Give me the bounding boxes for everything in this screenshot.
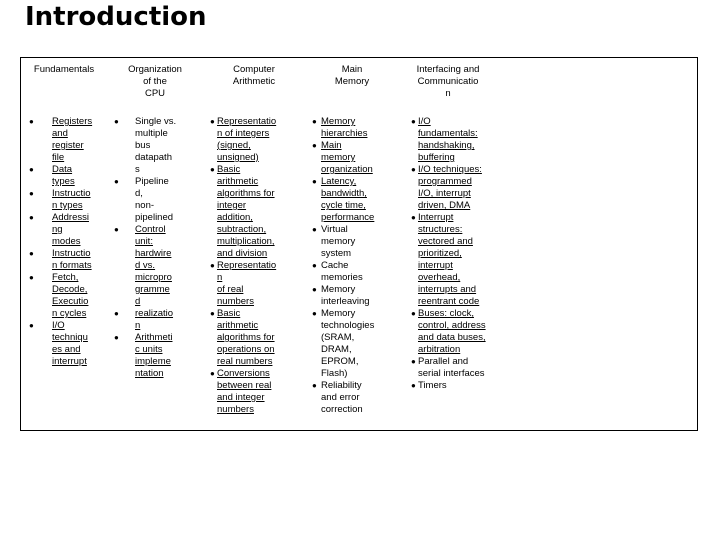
topic-item bbox=[21, 164, 100, 188]
topic-text-line: Pipeline bbox=[135, 176, 169, 187]
column-header-line: Interfacing and bbox=[416, 64, 480, 75]
topic-text-line: prioritized, bbox=[418, 248, 462, 259]
topic-text-line: Cache bbox=[321, 260, 349, 271]
topics-table bbox=[20, 57, 698, 431]
topic-text-line: algorithms for bbox=[217, 332, 275, 343]
column-fundamentals bbox=[21, 58, 107, 430]
topic-item bbox=[305, 176, 395, 224]
topic-text-line: algorithms for bbox=[217, 188, 275, 199]
topic-text-line: Addressi bbox=[52, 212, 89, 223]
topic-text-line: numbers bbox=[217, 296, 254, 307]
topic-item bbox=[305, 140, 395, 176]
bullet-icon: ● bbox=[210, 165, 215, 174]
topic-text-line: I/O bbox=[52, 320, 65, 331]
topic-text-line: cycle time, bbox=[321, 200, 366, 211]
topic-text-line: gramme bbox=[135, 284, 170, 295]
bullet-icon: ● bbox=[29, 273, 34, 282]
bullet-icon: ● bbox=[312, 141, 317, 150]
bullet-icon: ● bbox=[312, 309, 317, 318]
column-header bbox=[203, 64, 305, 88]
topic-text-line: types bbox=[52, 176, 75, 187]
bullet-icon: ● bbox=[411, 165, 416, 174]
column-computer-arithmetic bbox=[203, 58, 305, 430]
topic-text-line: and error bbox=[321, 392, 360, 403]
slide-title: Introduction bbox=[25, 2, 207, 32]
topic-text-line: Representatio bbox=[217, 116, 277, 127]
column-header-line: Main bbox=[341, 64, 363, 75]
column-organization-of-the-cpu bbox=[107, 58, 203, 430]
topic-text-line: Control bbox=[135, 224, 166, 235]
topic-text-line: interrupt bbox=[52, 356, 87, 367]
topic-text-line: modes bbox=[52, 236, 81, 247]
topic-text-line: non- bbox=[135, 200, 155, 211]
bullet-icon: ● bbox=[312, 225, 317, 234]
topic-text-line: memory bbox=[321, 236, 356, 247]
topic-text-line: and bbox=[52, 128, 68, 139]
topic-text-line: pipelined bbox=[135, 212, 174, 223]
topic-text-line: operations on bbox=[217, 344, 275, 355]
topic-text-line: structures: bbox=[418, 224, 463, 235]
topic-text-line: micropro bbox=[135, 272, 172, 283]
bullet-icon: ● bbox=[312, 261, 317, 270]
topic-text-line: ng bbox=[52, 224, 63, 235]
topic-text-line: arbitration bbox=[418, 344, 461, 355]
bullet-icon: ● bbox=[114, 177, 119, 186]
topic-text-line: Instructio bbox=[52, 188, 91, 199]
topic-item bbox=[203, 116, 305, 164]
topic-text-line: Latency, bbox=[321, 176, 357, 187]
topic-text-line: and integer bbox=[217, 392, 265, 403]
topic-text-line: d vs. bbox=[135, 260, 156, 271]
topic-text-line: n bbox=[135, 320, 141, 331]
topic-text-line: integer bbox=[217, 200, 247, 211]
topic-item bbox=[107, 308, 197, 332]
topic-item bbox=[21, 116, 100, 164]
bullet-icon: ● bbox=[29, 213, 34, 222]
topic-item bbox=[305, 308, 395, 380]
topic-text-line: reentrant code bbox=[418, 296, 480, 307]
bullet-icon: ● bbox=[411, 117, 416, 126]
topic-text-line: Virtual bbox=[321, 224, 348, 235]
topic-text-line: Memory bbox=[321, 308, 356, 319]
topic-text-line: (SRAM, bbox=[321, 332, 355, 343]
topic-text-line: numbers bbox=[217, 404, 254, 415]
topic-item bbox=[399, 116, 496, 164]
bullet-icon: ● bbox=[29, 165, 34, 174]
topic-text-line: Conversions bbox=[217, 368, 270, 379]
topic-text-line: arithmetic bbox=[217, 176, 259, 187]
column-header-line: Computer bbox=[233, 64, 275, 75]
topic-text-line: between real bbox=[217, 380, 272, 391]
topic-text-line: Reliability bbox=[321, 380, 362, 391]
topic-text-line: I/O techniques: bbox=[418, 164, 482, 175]
topic-text-line: Memory bbox=[321, 284, 356, 295]
topic-text-line: d, bbox=[135, 188, 143, 199]
topic-text-line: DRAM, bbox=[321, 344, 352, 355]
topic-list bbox=[21, 116, 107, 368]
topic-item bbox=[399, 380, 496, 392]
topic-item bbox=[305, 380, 395, 416]
topic-text-line: Executio bbox=[52, 296, 89, 307]
topic-text-line: interleaving bbox=[321, 296, 370, 307]
column-header-line: Memory bbox=[334, 76, 370, 87]
bullet-icon: ● bbox=[312, 381, 317, 390]
topic-text-line: programmed bbox=[418, 176, 472, 187]
topic-item bbox=[305, 224, 395, 260]
bullet-icon: ● bbox=[312, 177, 317, 186]
topic-text-line: hardwire bbox=[135, 248, 172, 259]
column-header bbox=[305, 64, 399, 88]
column-header-line: Fundamentals bbox=[33, 64, 95, 75]
topic-text-line: Buses: clock, bbox=[418, 308, 474, 319]
topic-text-line: n bbox=[217, 272, 223, 283]
topic-text-line: register bbox=[52, 140, 84, 151]
topic-text-line: n of integers bbox=[217, 128, 270, 139]
topic-text-line: Registers bbox=[52, 116, 93, 127]
topic-text-line: bus bbox=[135, 140, 151, 151]
bullet-icon: ● bbox=[411, 381, 416, 390]
topic-item bbox=[21, 212, 100, 248]
column-header bbox=[399, 64, 497, 100]
topic-text-line: real numbers bbox=[217, 356, 273, 367]
topic-text-line: hierarchies bbox=[321, 128, 368, 139]
topic-text-line: unsigned) bbox=[217, 152, 259, 163]
topic-text-line: interrupts and bbox=[418, 284, 477, 295]
bullet-icon: ● bbox=[312, 285, 317, 294]
topic-text-line: arithmetic bbox=[217, 320, 259, 331]
topic-text-line: subtraction, bbox=[217, 224, 267, 235]
topic-text-line: of real bbox=[217, 284, 244, 295]
topic-item bbox=[399, 212, 496, 308]
topic-text-line: s bbox=[135, 164, 140, 175]
topic-item bbox=[107, 224, 197, 308]
topic-text-line: Timers bbox=[418, 380, 447, 391]
column-header-line: of the bbox=[143, 76, 167, 87]
bullet-icon: ● bbox=[114, 309, 119, 318]
bullet-icon: ● bbox=[29, 249, 34, 258]
topic-text-line: and data buses, bbox=[418, 332, 486, 343]
topic-text-line: Fetch, bbox=[52, 272, 79, 283]
bullet-icon: ● bbox=[114, 117, 119, 126]
topic-item bbox=[107, 332, 197, 380]
topic-text-line: I/O bbox=[418, 116, 431, 127]
topic-item bbox=[21, 188, 100, 212]
topic-text-line: multiplication, bbox=[217, 236, 275, 247]
topic-text-line: fundamentals: bbox=[418, 128, 478, 139]
topic-text-line: memory bbox=[321, 152, 356, 163]
topic-item bbox=[203, 368, 305, 416]
topic-text-line: I/O, interrupt bbox=[418, 188, 471, 199]
topic-text-line: techniqu bbox=[52, 332, 88, 343]
topic-item bbox=[305, 284, 395, 308]
topic-text-line: serial interfaces bbox=[418, 368, 485, 379]
topic-item bbox=[399, 164, 496, 212]
column-header-line: Arithmetic bbox=[232, 76, 276, 87]
column-header-line: n bbox=[445, 88, 451, 99]
topic-text-line: vectored and bbox=[418, 236, 473, 247]
topic-text-line: n formats bbox=[52, 260, 92, 271]
topic-text-line: datapath bbox=[135, 152, 172, 163]
topic-item bbox=[21, 272, 100, 320]
topic-text-line: Representatio bbox=[217, 260, 277, 271]
topic-item bbox=[399, 308, 496, 356]
topic-text-line: multiple bbox=[135, 128, 168, 139]
bullet-icon: ● bbox=[29, 117, 34, 126]
column-header-line: Organization bbox=[128, 64, 182, 75]
topic-item bbox=[203, 164, 305, 260]
topic-text-line: driven, DMA bbox=[418, 200, 471, 211]
topic-text-line: handshaking, bbox=[418, 140, 475, 151]
column-header-line: CPU bbox=[144, 88, 166, 99]
topic-text-line: Basic bbox=[217, 164, 241, 175]
topic-text-line: overhead, bbox=[418, 272, 461, 283]
topic-text-line: memories bbox=[321, 272, 363, 283]
topic-text-line: es and bbox=[52, 344, 81, 355]
topic-item bbox=[21, 320, 100, 368]
topic-text-line: and division bbox=[217, 248, 268, 259]
topic-text-line: file bbox=[52, 152, 65, 163]
topic-text-line: unit: bbox=[135, 236, 153, 247]
topic-text-line: Parallel and bbox=[418, 356, 469, 367]
column-main-memory bbox=[305, 58, 399, 430]
topic-item bbox=[21, 248, 100, 272]
bullet-icon: ● bbox=[210, 369, 215, 378]
topic-item bbox=[305, 260, 395, 284]
topic-list bbox=[203, 116, 305, 416]
topic-item bbox=[107, 116, 197, 176]
topic-item bbox=[399, 356, 496, 380]
topic-text-line: Interrupt bbox=[418, 212, 454, 223]
column-interfacing-and-communication bbox=[399, 58, 497, 430]
topic-text-line: ntation bbox=[135, 368, 164, 379]
topic-text-line: correction bbox=[321, 404, 363, 415]
topic-text-line: Instructio bbox=[52, 248, 91, 259]
bullet-icon: ● bbox=[210, 261, 215, 270]
topic-list bbox=[399, 116, 497, 392]
topic-list bbox=[305, 116, 399, 416]
bullet-icon: ● bbox=[114, 333, 119, 342]
topic-text-line: Memory bbox=[321, 116, 356, 127]
topic-item bbox=[203, 308, 305, 368]
bullet-icon: ● bbox=[411, 309, 416, 318]
topic-text-line: Decode, bbox=[52, 284, 88, 295]
column-header bbox=[21, 64, 107, 76]
topic-text-line: Single vs. bbox=[135, 116, 177, 127]
bullet-icon: ● bbox=[210, 117, 215, 126]
topic-text-line: interrupt bbox=[418, 260, 453, 271]
bullet-icon: ● bbox=[29, 189, 34, 198]
topic-text-line: performance bbox=[321, 212, 375, 223]
topic-text-line: Flash) bbox=[321, 368, 348, 379]
topic-text-line: Arithmeti bbox=[135, 332, 173, 343]
topic-text-line: organization bbox=[321, 164, 373, 175]
bullet-icon: ● bbox=[411, 213, 416, 222]
topic-text-line: n types bbox=[52, 200, 83, 211]
topic-text-line: Main bbox=[321, 140, 342, 151]
topic-text-line: Data bbox=[52, 164, 73, 175]
topic-text-line: control, address bbox=[418, 320, 486, 331]
bullet-icon: ● bbox=[114, 225, 119, 234]
topic-item bbox=[203, 260, 305, 308]
topic-text-line: realizatio bbox=[135, 308, 174, 319]
topic-item bbox=[107, 176, 197, 224]
column-header-line: Communicatio bbox=[417, 76, 479, 87]
topic-text-line: addition, bbox=[217, 212, 253, 223]
topic-text-line: n cycles bbox=[52, 308, 87, 319]
topic-text-line: system bbox=[321, 248, 352, 259]
bullet-icon: ● bbox=[312, 117, 317, 126]
topic-text-line: d bbox=[135, 296, 141, 307]
topic-text-line: Basic bbox=[217, 308, 241, 319]
bullet-icon: ● bbox=[411, 357, 416, 366]
topic-item bbox=[305, 116, 395, 140]
topic-text-line: bandwidth, bbox=[321, 188, 367, 199]
topic-text-line: buffering bbox=[418, 152, 455, 163]
topic-list bbox=[107, 116, 203, 380]
topic-text-line: c units bbox=[135, 344, 163, 355]
bullet-icon: ● bbox=[210, 309, 215, 318]
topic-text-line: EPROM, bbox=[321, 356, 359, 367]
bullet-icon: ● bbox=[29, 321, 34, 330]
topic-text-line: (signed, bbox=[217, 140, 251, 151]
topic-text-line: technologies bbox=[321, 320, 375, 331]
topic-text-line: impleme bbox=[135, 356, 171, 367]
column-header bbox=[107, 64, 203, 100]
